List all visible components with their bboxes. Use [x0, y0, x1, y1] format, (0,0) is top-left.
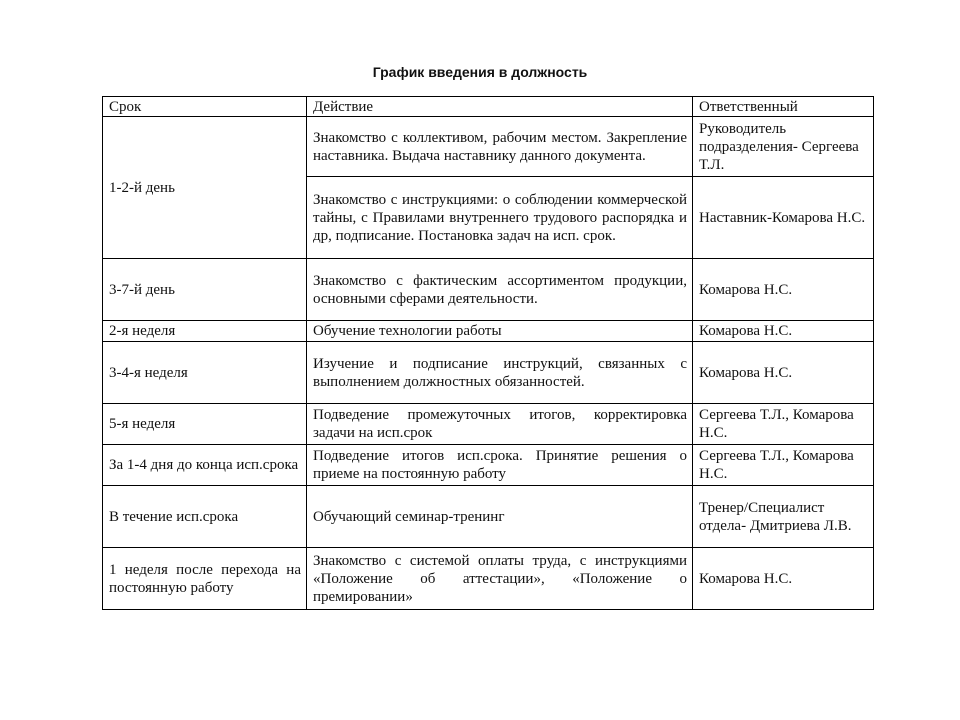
action-cell: Подведение итогов исп.срока. Принятие решения о приеме на постоянную работу	[307, 445, 693, 486]
responsible-cell: Комарова Н.С.	[693, 259, 874, 321]
responsible-cell: Руководитель подразделения- Сергеева Т.Л.	[693, 117, 874, 177]
table-header-row	[103, 97, 874, 117]
action-cell: Подведение промежуточных итогов, корректировка задачи на исп.срок	[307, 404, 693, 445]
column-header-action: Действие	[307, 97, 693, 117]
table-row	[103, 259, 874, 321]
responsible-cell: Тренер/Специалист отдела- Дмитриева Л.В.	[693, 486, 874, 548]
term-cell: 5-я неделя	[103, 404, 307, 445]
action-cell: Знакомство с инструкциями: о соблюдении коммерческой тайны, с Правилами внутреннего трудового распорядка и др, подписание. Постановка задач на исп. срок.	[307, 177, 693, 259]
term-cell: 1 неделя после перехода на постоянную работу	[103, 548, 307, 610]
term-cell: В течение исп.срока	[103, 486, 307, 548]
responsible-cell: Наставник-Комарова Н.С.	[693, 177, 874, 259]
column-header-term: Срок	[103, 97, 307, 117]
action-cell: Знакомство с фактическим ассортиментом продукции, основными сферами деятельности.	[307, 259, 693, 321]
responsible-cell: Сергеева Т.Л., Комарова Н.С.	[693, 404, 874, 445]
term-cell: 3-4-я неделя	[103, 342, 307, 404]
table-row	[103, 486, 874, 548]
term-cell: За 1-4 дня до конца исп.срока	[103, 445, 307, 486]
responsible-cell: Комарова Н.С.	[693, 548, 874, 610]
term-cell: 3-7-й день	[103, 259, 307, 321]
responsible-cell: Комарова Н.С.	[693, 321, 874, 342]
term-cell: 1-2-й день	[103, 117, 307, 259]
schedule-table	[102, 96, 874, 610]
table-row	[103, 117, 874, 177]
action-cell: Обучение технологии работы	[307, 321, 693, 342]
page-title: График введения в должность	[372, 64, 588, 80]
action-cell: Знакомство с коллективом, рабочим местом. Закрепление наставника. Выдача наставнику данного документа.	[307, 117, 693, 177]
table-row	[103, 548, 874, 610]
column-header-responsible: Ответственный	[693, 97, 874, 117]
responsible-cell: Комарова Н.С.	[693, 342, 874, 404]
term-cell: 2-я неделя	[103, 321, 307, 342]
table-row	[103, 342, 874, 404]
action-cell: Обучающий семинар-тренинг	[307, 486, 693, 548]
action-cell: Изучение и подписание инструкций, связанных с выполнением должностных обязанностей.	[307, 342, 693, 404]
table-row	[103, 321, 874, 342]
table-row	[103, 445, 874, 486]
responsible-cell: Сергеева Т.Л., Комарова Н.С.	[693, 445, 874, 486]
action-cell: Знакомство с системой оплаты труда, с инструкциями «Положение об аттестации», «Положение о премировании»	[307, 548, 693, 610]
table-row	[103, 404, 874, 445]
